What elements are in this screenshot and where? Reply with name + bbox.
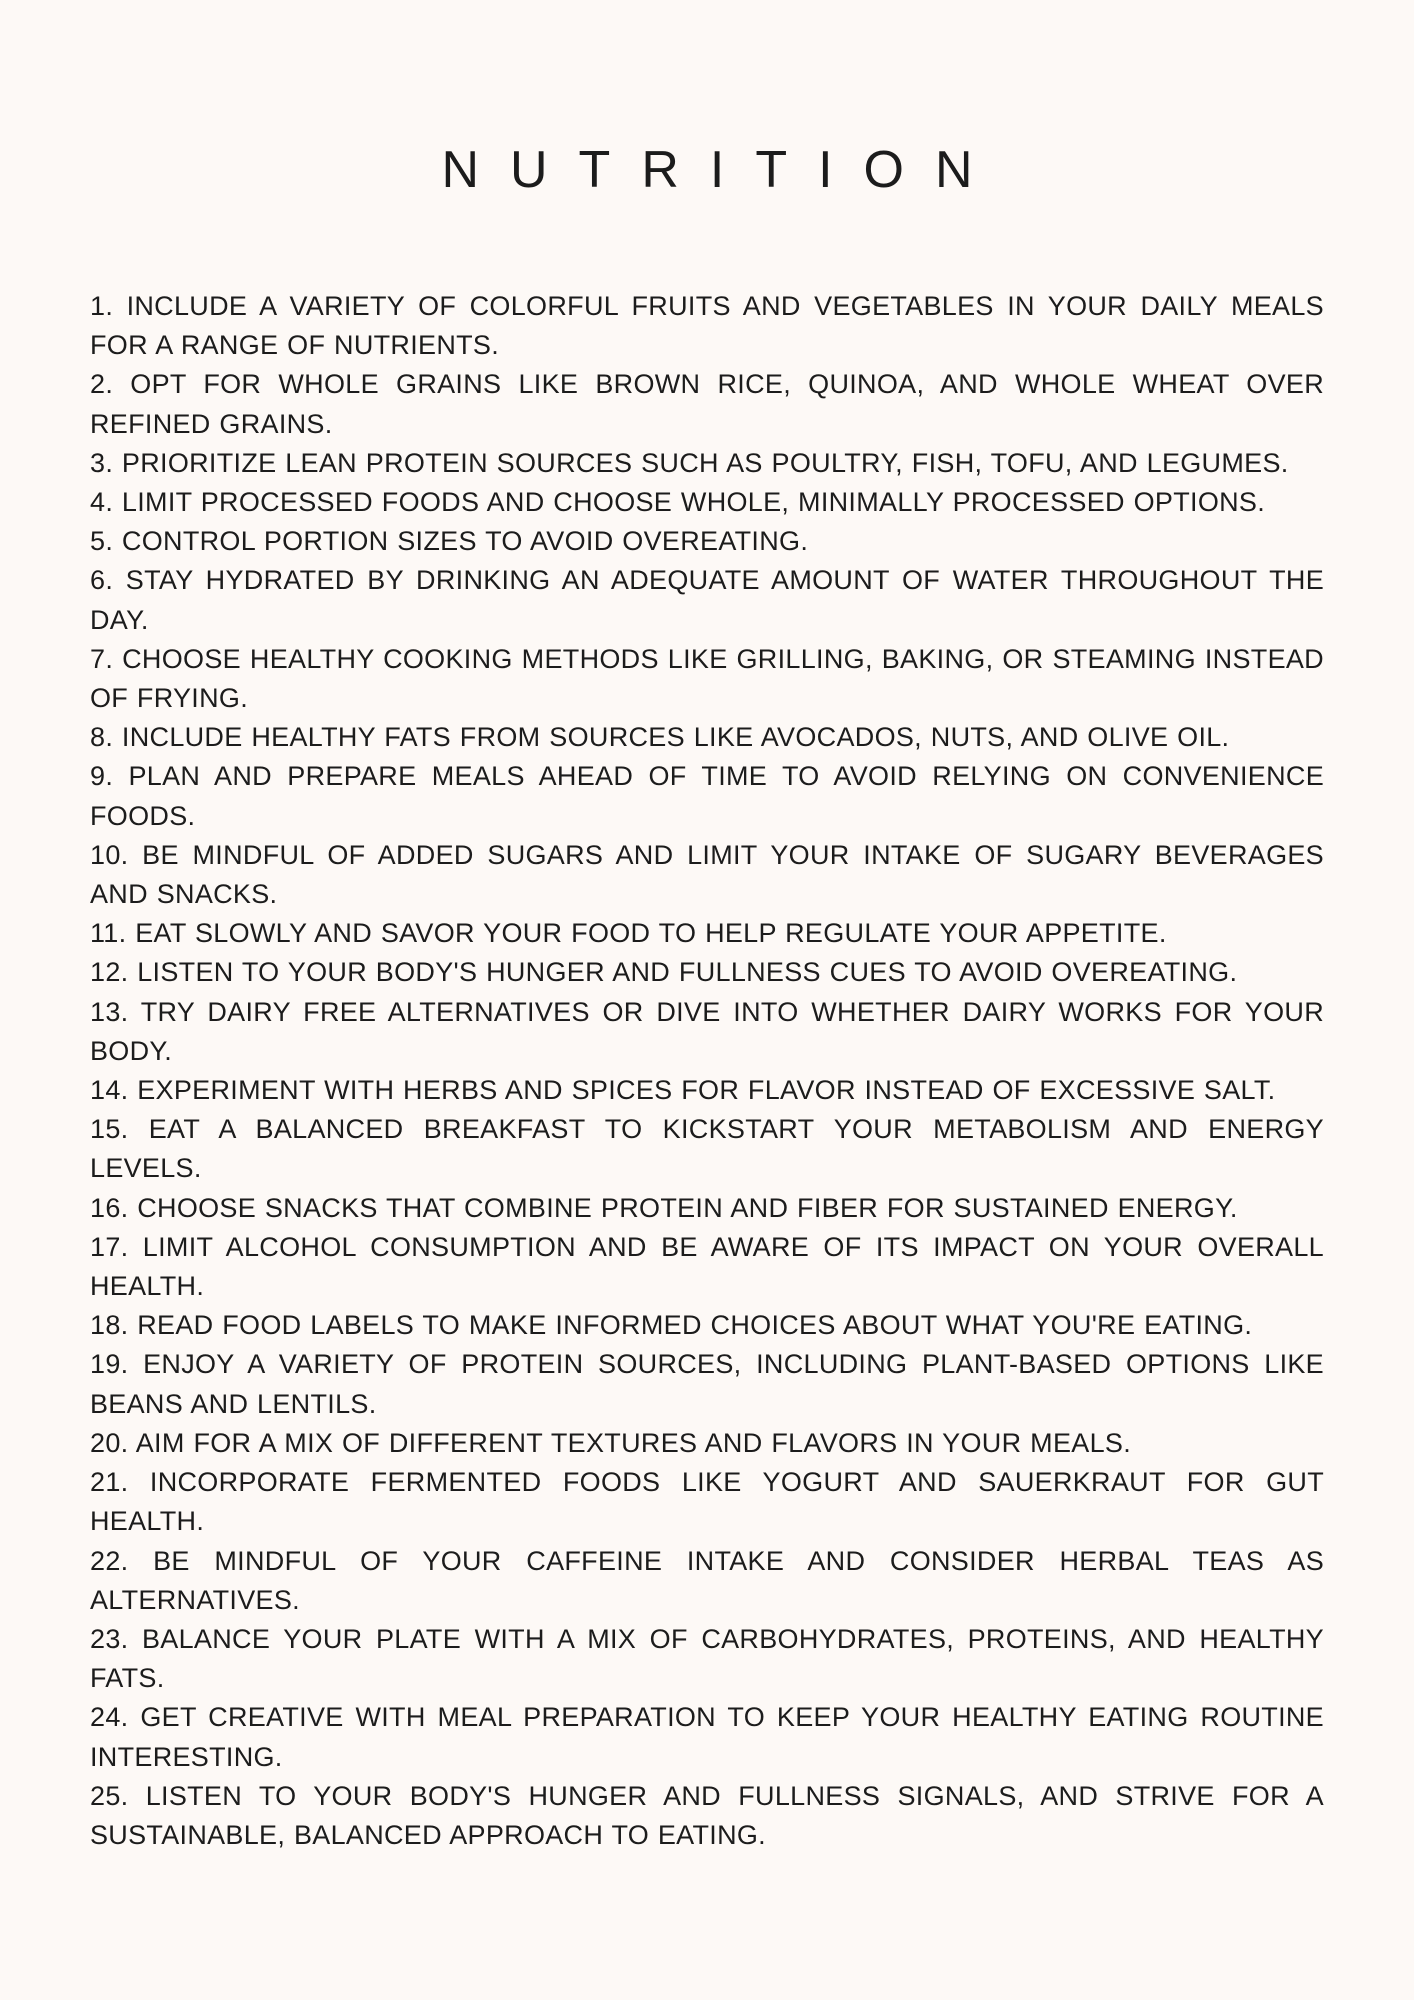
- list-item: 21. INCORPORATE FERMENTED FOODS LIKE YOGURT AND SAUERKRAUT FOR GUT HEALTH.: [90, 1467, 1324, 1537]
- tips-list: [90, 287, 1324, 1855]
- list-item: 1. INCLUDE A VARIETY OF COLORFUL FRUITS AND VEGETABLES IN YOUR DAILY MEALS FOR A RANGE OF NUTRIENTS.: [90, 291, 1324, 361]
- list-item: 19. ENJOY A VARIETY OF PROTEIN SOURCES, INCLUDING PLANT-BASED OPTIONS LIKE BEANS AND LENTILS.: [90, 1349, 1324, 1419]
- list-item: 6. STAY HYDRATED BY DRINKING AN ADEQUATE AMOUNT OF WATER THROUGHOUT THE DAY.: [90, 565, 1324, 635]
- list-item: 9. PLAN AND PREPARE MEALS AHEAD OF TIME TO AVOID RELYING ON CONVENIENCE FOODS.: [90, 761, 1324, 831]
- list-item: 13. TRY DAIRY FREE ALTERNATIVES OR DIVE INTO WHETHER DAIRY WORKS FOR YOUR BODY.: [90, 996, 1324, 1066]
- list-item: 23. BALANCE YOUR PLATE WITH A MIX OF CARBOHYDRATES, PROTEINS, AND HEALTHY FATS.: [90, 1623, 1324, 1694]
- list-item: 4. LIMIT PROCESSED FOODS AND CHOOSE WHOLE, MINIMALLY PROCESSED OPTIONS.: [90, 487, 1266, 518]
- list-item: 2. OPT FOR WHOLE GRAINS LIKE BROWN RICE, QUINOA, AND WHOLE WHEAT OVER REFINED GRAINS.: [90, 369, 1324, 439]
- list-item: 18. READ FOOD LABELS TO MAKE INFORMED CHOICES ABOUT WHAT YOU'RE EATING.: [90, 1310, 1253, 1341]
- list-item: 16. CHOOSE SNACKS THAT COMBINE PROTEIN AND FIBER FOR SUSTAINED ENERGY.: [90, 1192, 1238, 1223]
- list-item: 8. INCLUDE HEALTHY FATS FROM SOURCES LIKE AVOCADOS, NUTS, AND OLIVE OIL.: [90, 722, 1230, 753]
- list-item: 24. GET CREATIVE WITH MEAL PREPARATION TO KEEP YOUR HEALTHY EATING ROUTINE INTERESTING.: [90, 1702, 1324, 1772]
- list-item: 15. EAT A BALANCED BREAKFAST TO KICKSTART YOUR METABOLISM AND ENERGY LEVELS.: [90, 1114, 1324, 1184]
- list-item: 12. LISTEN TO YOUR BODY'S HUNGER AND FULLNESS CUES TO AVOID OVEREATING.: [90, 957, 1238, 988]
- list-item: 22. BE MINDFUL OF YOUR CAFFEINE INTAKE AND CONSIDER HERBAL TEAS AS ALTERNATIVES.: [90, 1545, 1324, 1615]
- list-item: 17. LIMIT ALCOHOL CONSUMPTION AND BE AWARE OF ITS IMPACT ON YOUR OVERALL HEALTH.: [90, 1231, 1324, 1302]
- list-item: 3. PRIORITIZE LEAN PROTEIN SOURCES SUCH AS POULTRY, FISH, TOFU, AND LEGUMES.: [90, 447, 1289, 478]
- list-item: 7. CHOOSE HEALTHY COOKING METHODS LIKE GRILLING, BAKING, OR STEAMING INSTEAD OF FRYING.: [90, 643, 1324, 714]
- page-title: NUTRITION: [441, 141, 1004, 199]
- list-item: 10. BE MINDFUL OF ADDED SUGARS AND LIMIT YOUR INTAKE OF SUGARY BEVERAGES AND SNACKS.: [90, 839, 1324, 910]
- list-item: 20. AIM FOR A MIX OF DIFFERENT TEXTURES AND FLAVORS IN YOUR MEALS.: [90, 1427, 1132, 1458]
- list-item: 5. CONTROL PORTION SIZES TO AVOID OVEREATING.: [90, 526, 809, 557]
- list-item: 25. LISTEN TO YOUR BODY'S HUNGER AND FULLNESS SIGNALS, AND STRIVE FOR A SUSTAINABLE, BALANCED APPROACH TO EATING.: [90, 1780, 1324, 1850]
- list-item: 14. EXPERIMENT WITH HERBS AND SPICES FOR FLAVOR INSTEAD OF EXCESSIVE SALT.: [90, 1075, 1276, 1106]
- list-item: 11. EAT SLOWLY AND SAVOR YOUR FOOD TO HELP REGULATE YOUR APPETITE.: [90, 918, 1167, 949]
